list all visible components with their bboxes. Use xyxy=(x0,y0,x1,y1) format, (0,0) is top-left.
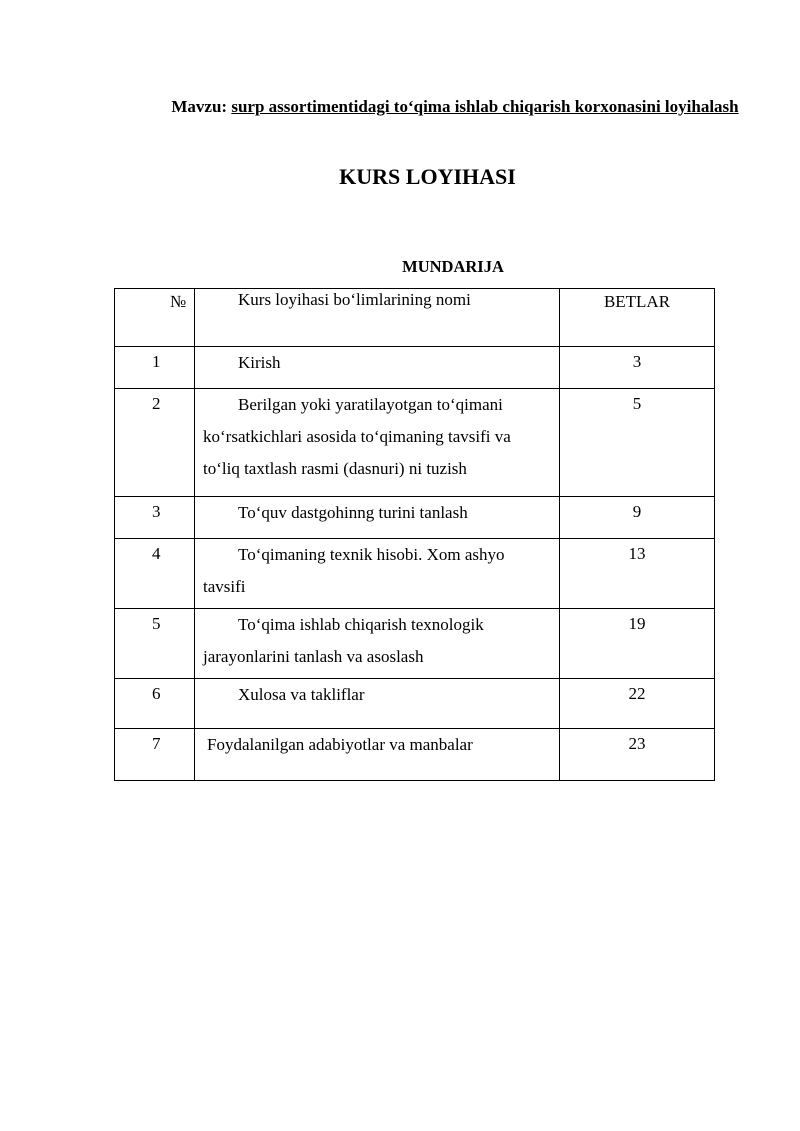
row-page: 23 xyxy=(560,729,715,781)
topic-line xyxy=(150,96,760,118)
row-name xyxy=(195,347,560,389)
contents-table xyxy=(114,288,715,781)
row-number: 6 xyxy=(115,679,195,729)
table-row xyxy=(115,389,715,497)
table-row xyxy=(115,497,715,539)
topic-subject: surp assortimentidagi to‘qima ishlab chiqarish korxonasini loyihalash xyxy=(231,97,739,116)
row-page: 13 xyxy=(560,539,715,609)
row-name xyxy=(195,497,560,539)
row-name xyxy=(195,729,560,781)
topic-label: Mavzu xyxy=(171,97,222,116)
header-name-text: Kurs loyihasi bo‘limlarining nomi xyxy=(238,290,471,309)
row-number: 1 xyxy=(115,347,195,389)
row-number: 7 xyxy=(115,729,195,781)
topic-separator: : xyxy=(221,97,228,116)
row-number: 2 xyxy=(115,389,195,497)
row-name xyxy=(195,389,560,497)
row-page: 3 xyxy=(560,347,715,389)
row-name-text: Xulosa va takliflar xyxy=(238,685,365,704)
table-row xyxy=(115,729,715,781)
table-row xyxy=(115,347,715,389)
row-name xyxy=(195,679,560,729)
row-name xyxy=(195,539,560,609)
header-page: BETLAR xyxy=(560,289,715,347)
row-name-text: Berilgan yoki yaratilayotgan to‘qimani ko‘rsatkichlari asosida to‘qimaning tavsifi va to‘liq taxtlash rasmi (dasnuri) ni tuzish xyxy=(203,395,511,478)
table-row xyxy=(115,609,715,679)
row-number: 3 xyxy=(115,497,195,539)
table-row xyxy=(115,679,715,729)
document-title: KURS LOYIHASI xyxy=(339,164,516,189)
row-name-text: To‘qima ishlab chiqarish texnologik jarayonlarini tanlash va asoslash xyxy=(203,615,484,666)
table-header-row xyxy=(115,289,715,347)
row-page: 5 xyxy=(560,389,715,497)
table-row xyxy=(115,539,715,609)
row-page: 19 xyxy=(560,609,715,679)
row-name xyxy=(195,609,560,679)
row-number: 4 xyxy=(115,539,195,609)
header-number: № xyxy=(115,289,195,347)
header-name xyxy=(195,289,560,347)
row-name-text: To‘qimaning texnik hisobi. Xom ashyo tavsifi xyxy=(203,545,505,596)
row-number: 5 xyxy=(115,609,195,679)
row-name-text: To‘quv dastgohinng turini tanlash xyxy=(238,503,468,522)
row-name-text: Foydalanilgan adabiyotlar va manbalar xyxy=(207,735,473,754)
row-page: 22 xyxy=(560,679,715,729)
row-page: 9 xyxy=(560,497,715,539)
contents-heading: MUNDARIJA xyxy=(402,257,504,276)
row-name-text: Kirish xyxy=(238,353,281,372)
